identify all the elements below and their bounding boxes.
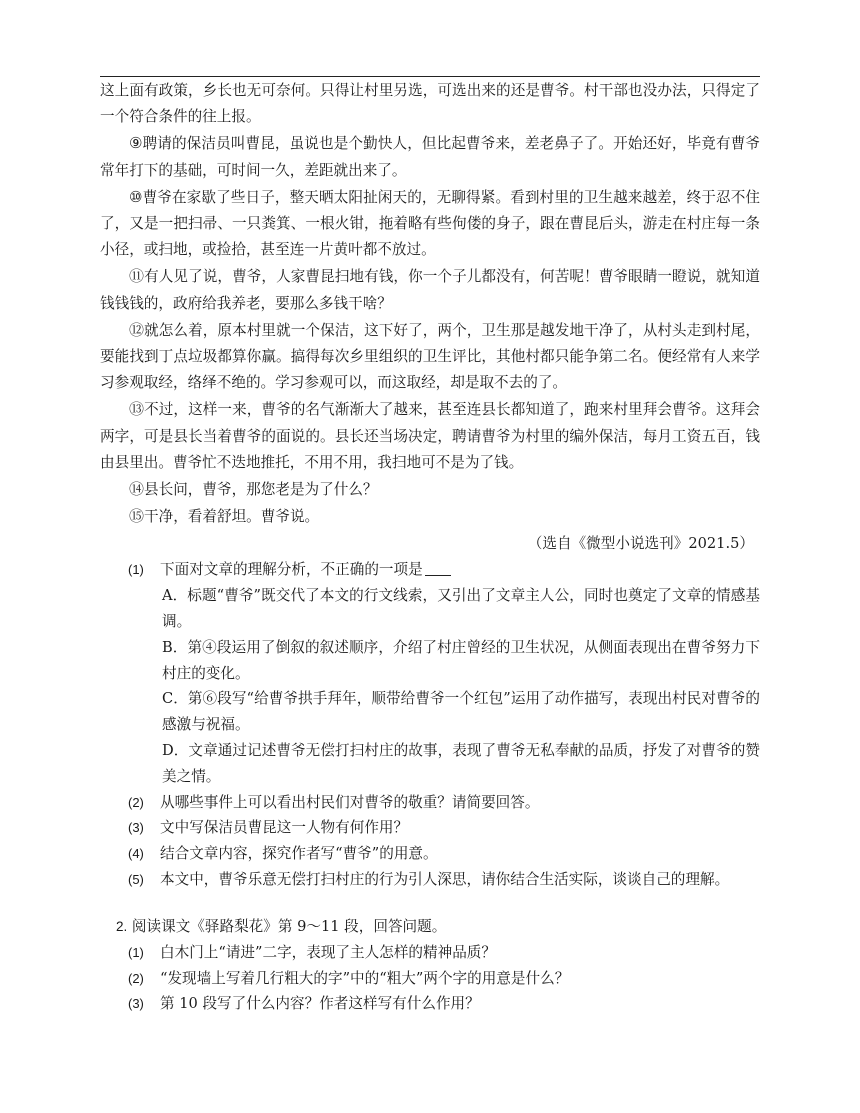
question-2-2 (100, 966, 760, 992)
passage-paragraph-15 (100, 503, 760, 530)
paragraph-text: 县长问，曹爷，那您老是为了什么？ (144, 481, 378, 499)
section-title-text: 阅读课文《驿路梨花》第 9～11 段，回答问题。 (131, 917, 447, 935)
question-number: (4) (128, 846, 144, 862)
question-1-5 (100, 867, 760, 893)
question-number: (1) (128, 562, 144, 578)
paragraph-text: 就怎么着，原本村里就一个保洁，这下好了，两个，卫生那是越发地干净了，从村头走到村尾，要能找到丁点垃圾都算你赢。搞得每次乡里组织的卫生评比，其他村都只能争第二名。便经常有人来学习参观取经，络绎不绝的。学习参观可以，而这取经，却是取不去的了。 (100, 321, 760, 392)
question-text: 第 10 段写了什么内容？作者这样写有什么作用？ (160, 995, 480, 1013)
question-text: “发现墙上写着几行粗大的字”中的“粗大”两个字的用意是什么？ (160, 969, 570, 987)
document-content (100, 78, 760, 1017)
question-2-1 (100, 940, 760, 966)
question-number: (1) (128, 944, 144, 960)
option-b: B．第④段运用了倒叙的叙述顺序，介绍了村庄曾经的卫生状况，从侧面表现出在曹爷努力下村庄的变化。 (162, 638, 760, 682)
answer-blank[interactable] (425, 560, 451, 576)
paragraph-number: ⑮ (129, 507, 145, 526)
question-2-3 (100, 991, 760, 1017)
section-number: 2. (116, 918, 128, 934)
header-rule (100, 76, 760, 77)
question-text: 结合文章内容，探究作者写“曹爷”的用意。 (160, 845, 438, 863)
question-text: 白木门上“请进”二字，表现了主人怎样的精神品质？ (160, 943, 496, 961)
paragraph-text: 曹爷在家歇了些日子，整天晒太阳扯闲天的，无聊得紧。看到村里的卫生越来越差，终于忍不住了，又是一把扫帚、一只粪箕、一根火钳，拖着略有些佝偻的身子，跟在曹昆后头，游走在村庄每一条小径，或扫地，或捡拾，甚至连一片黄叶都不放过。 (100, 188, 760, 259)
paragraph-text: 有人见了说，曹爷，人家曹昆扫地有钱，你一个子儿都没有，何苦呢！曹爷眼睛一瞪说，就知道钱钱钱的，政府给我养老，要那么多钱干啥？ (100, 268, 760, 312)
question-number: (3) (128, 996, 144, 1012)
question-number: (3) (128, 820, 144, 836)
paragraph-number: ⑨ (129, 134, 143, 153)
passage-paragraph-11 (100, 263, 760, 316)
passage-paragraph-continued: 这上面有政策，乡长也无可奈何。只得让村里另选，可选出来的还是曹爷。村干部也没办法，只得定了一个符合条件的往上报。 (100, 82, 760, 126)
paragraph-number: ⑫ (129, 320, 145, 339)
paragraph-text: 干净，看着舒坦。曹爷说。 (144, 508, 320, 526)
question-prompt: 下面对文章的理解分析，不正确的一项是 (160, 561, 423, 579)
question-number: (2) (128, 794, 144, 810)
question-number: (5) (128, 872, 144, 888)
question-text: 从哪些事件上可以看出村民们对曹爷的敬重？请简要回答。 (160, 793, 540, 811)
question-1-2 (100, 790, 760, 816)
question-number: (2) (128, 970, 144, 986)
passage-paragraph-12 (100, 317, 760, 397)
option-d: D．文章通过记述曹爷无偿打扫村庄的故事，表现了曹爷无私奉献的品质，抒发了对曹爷的赞美之情。 (162, 742, 760, 785)
paragraph-number: ⑭ (129, 480, 145, 499)
passage-source: （选自《微型小说选刊》2021.5） (527, 535, 754, 553)
passage-paragraph-13 (100, 396, 760, 476)
question-text: 文中写保洁员曹昆这一人物有何作用？ (160, 819, 409, 837)
question-1-3 (100, 815, 760, 841)
paragraph-number: ⑬ (129, 400, 145, 419)
passage-paragraph-10 (100, 184, 760, 264)
section-gap (100, 893, 760, 914)
passage-paragraph-9 (100, 130, 760, 183)
question-1-4 (100, 841, 760, 867)
question-text (160, 557, 760, 583)
question-1-1 (100, 557, 760, 583)
paragraph-text: 聘请的保洁员叫曹昆，虽说也是个勤快人，但比起曹爷来，差老鼻子了。开始还好，毕竟有曹爷常年打下的基础，可时间一久，差距就出来了。 (100, 135, 760, 179)
option-c: C．第⑥段写“给曹爷拱手拜年，顺带给曹爷一个红包”运用了动作描写，表现出村民对曹爷的感激与祝福。 (162, 690, 760, 734)
paragraph-text: 不过，这样一来，曹爷的名气渐渐大了越来，甚至连县长都知道了，跑来村里拜会曹爷。这拜会两字，可是县长当着曹爷的面说的。县长还当场决定，聘请曹爷为村里的编外保洁，每月工资五百，钱由县里出。曹爷忙不迭地推托，不用不用，我扫地可不是为了钱。 (100, 401, 760, 471)
option-a: A．标题“曹爷”既交代了本文的行文线索，又引出了文章主人公，同时也奠定了文章的情感基调。 (162, 587, 760, 631)
question-text: 本文中，曹爷乐意无偿打扫村庄的行为引人深思，请你结合生活实际，谈谈自己的理解。 (160, 871, 730, 889)
paragraph-number: ⑩ (129, 187, 143, 206)
passage-paragraph-14 (100, 476, 760, 503)
paragraph-number: ⑪ (129, 267, 145, 286)
section-2-title (100, 914, 760, 940)
